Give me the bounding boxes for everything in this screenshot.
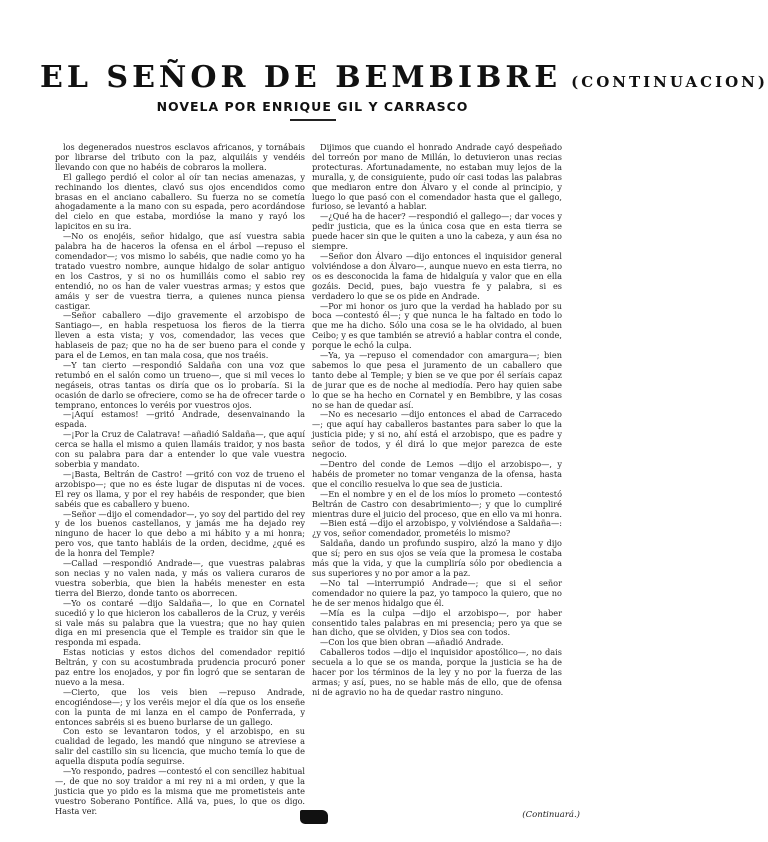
paragraph: —Por mi honor os juro que la verdad ha hablado por su boca —contestó él—; y que nunca le ha faltado en todo lo que me ha dicho. Sólo una cosa se le ha olvidado, al buen Ceibo; y es que también se atrevió a hablar contra el conde, porque le echó la culpa. — [312, 300, 562, 351]
paragraph: —Callad —respondió Andrade—, que vuestras palabras son necias y no valen nada, y más os valiera curaros de vuestra soberbia, que bien la habéis menester en esta tierra del Bierzo, donde tanto os aborrecen. — [55, 558, 305, 598]
paragraph: —En el nombre y en el de los míos lo prometo —contestó Beltrán de Castro con desabrimiento—; y que lo cumpliré mientras dure el juicio del proceso, que en ello va mi honra. — [312, 488, 562, 519]
header-divider — [290, 119, 336, 121]
article-header — [40, 60, 768, 121]
paragraph: —Señor caballero —dijo gravemente el arzobispo de Santiago—, en habla respetuosa los fieros de la tierra lleven a esta vista; y vos, comendador, las veces que hablaseis de paz; que no ha de ser bueno para el conde y para el de Lemos, en tan mala cosa, que nos traéis. — [55, 310, 305, 361]
ink-blot — [300, 810, 328, 824]
article-title: EL SEÑOR DE BEMBIBRE — [40, 60, 562, 95]
left-column — [55, 142, 305, 816]
paragraph: —No tal —interrumpió Andrade—; que si el señor comendador no quiere la paz, yo tampoco la quiero, que no he de ser menos hidalgo que él. — [312, 577, 562, 608]
paragraph: —Mía es la culpa —dijo el arzobispo—, por haber consentido tales palabras en mi presencia; pero ya que se han dicho, que se olviden, y Dios sea con todos. — [312, 607, 562, 638]
paragraph: —Con los que bien obran —añadió Andrade. — [320, 637, 504, 648]
paragraph: —Y tan cierto —respondió Saldaña con una voz que retumbó en el salón como un trueno—, que si mil veces lo negáseis, otras tantas os diría que os lo probaría. Si la ocasión de darlo se ofreciere, como se ha de ofrecer tarde o temprano, entonces lo veréis por vuestros ojos. — [55, 359, 305, 410]
paragraph: —Dentro del conde de Lemos —dijo el arzobispo—, y habéis de prometer no tomar venganza de la ofensa, hasta que el concilio resuelva lo que sea de justicia. — [312, 459, 562, 489]
right-column — [312, 143, 562, 803]
paragraph: —¡Por la Cruz de Calatrava! —añadió Saldaña—, que aquí cerca se halla el mismo a quien llamáis traidor, y nos basta con su palabra para dar a entender lo que vale vuestra soberbia y mandato. — [55, 429, 305, 469]
paragraph: —Cierto, que los veis bien —repuso Andrade, encogiéndose—; y los veréis mejor el día que os los enseñe con la punta de mi lanza en el campo de Ponferrada, y entonces sabréis si es bueno burlarse de un gallego. — [55, 686, 305, 727]
article-subtitle: NOVELA POR ENRIQUE GIL Y CARRASCO — [156, 99, 469, 114]
headline — [40, 60, 768, 95]
paragraph: —Yo os contaré —dijo Saldaña—, lo que en Cornatel sucedió y lo que hicieron los caballeros de la Cruz, y veréis si vale más su palabra que la vuestra; que no hay quien diga en mi presencia que el Temple es traidor sin que le responda mi espada. — [55, 597, 305, 648]
paragraph: —¡Basta, Beltrán de Castro! —gritó con voz de trueno el arzobispo—; que no es éste lugar de disputas ni de voces. El rey os llama, y por el rey habéis de responder, que bien sabéis que es caballero y bueno. — [55, 468, 305, 509]
paragraph: —Yo respondo, padres —contestó el con sencillez habitual—, de que no soy traidor a mi rey ni a mi orden, y que la justicia que yo pido es la misma que me prometisteis ante vuestro Soberano Pontífice. Allá va, pues, lo que os digo. Hasta ver. — [55, 766, 305, 816]
paragraph: los degenerados nuestros esclavos africanos, y tornábais por librarse del tributo con la paz, alquiláis y vendéis llevando con que no habéis de cobraros la mollera. — [55, 142, 305, 172]
paragraph: —Bien está —dijo el arzobispo, y volviéndose a Saldaña—: ¿y vos, señor comendador, prometéis lo mismo? — [312, 518, 562, 539]
continuation-tag: (CONTINUACION) — [571, 73, 768, 91]
paragraph: —Señor —dijo el comendador—, yo soy del partido del rey y de los buenos castellanos, y jamás me ha dejado rey ninguno de hacer lo que debo a mi hábito y a mi honra; pero vos, que tanto habláis de la orden, decidme, ¿qué es de la honra del Temple? — [55, 508, 305, 559]
paragraph: —No os enojéis, señor hidalgo, que así vuestra sabia palabra ha de haceros la ofensa en el árbol —repuso el comendador—; vos mismo lo sabéis, que nadie como yo ha tratado vuestro nombre, aunque hidalgo de solar antiguo en los Castros, y si no os humilláis como el sabio rey entendió, no os han de valer vuestras armas; y estos que amáis y ser de vuestra tierra, a quienes nunca piensa castigar. — [55, 231, 305, 311]
paragraph: El gallego perdió el color al oír tan necias amenazas, y rechinando los dientes, clavó sus ojos encendidos como brasas en el anciano caballero. Su fuerza no se cometía ahogadamente a la mano con su espada, pero acordándose del cielo en que estaba, mordióse la mano y rayó los lapicitos en su ira. — [55, 171, 305, 232]
paragraph: Estas noticias y estos dichos del comendador repitió Beltrán, y con su acostumbrada prudencia procuró poner paz entre los enojados, y por fin logró que se sentaran de nuevo a la mesa. — [55, 647, 305, 687]
paragraph: Saldaña, dando un profundo suspiro, alzó la mano y dijo que sí; pero en sus ojos se veía que la promesa le costaba más que la vida, y que la cumpliría sólo por obediencia a sus superiores y no por amor a la paz. — [312, 538, 562, 578]
paragraph: —No es necesario —dijo entonces el abad de Carracedo—; que aquí hay caballeros bastantes para saber lo que la justicia pide; y si no, ahí está el arzobispo, que es padre y señor de todos, y él dirá lo que mejor parezca de este negocio. — [312, 409, 562, 460]
paragraph: Con esto se levantaron todos, y el arzobispo, en su cualidad de legado, les mandó que ninguno se atreviese a salir del castillo sin su licencia, que mucho temía lo que de aquella disputa podía seguirse. — [55, 726, 305, 767]
paragraph: —Ya, ya —repuso el comendador con amargura—; bien sabemos lo que pesa el juramento de un caballero que tanto debe al Temple; y bien se ve que por él seríais capaz de jurar que es de noche al mediodía. Pero hay quien sabe lo que se ha hecho en Cornatel y en Bembibre, y las cosas no se han de quedar así. — [312, 350, 562, 410]
paragraph: —Señor don Álvaro —dijo entonces el inquisidor general volviéndose a don Álvaro—, aunque nuevo en esta tierra, no os es desconocida la fama de hidalguía y valor que en ella gozáis. Decid, pues, bajo vuestra fe y palabra, si es verdadero lo que se os pide en Andrade. — [312, 250, 562, 301]
paragraph: —¿Qué ha de hacer? —respondió el gallego—; dar voces y pedir justicia, que es la única cosa que en esta tierra se puede hacer sin que le quiten a uno la cabeza, y aun ésa no siempre. — [312, 211, 562, 252]
paragraph: Dijimos que cuando el honrado Andrade cayó despeñado del torreón por mano de Millán, lo detuvieron unas recias protecturas. Afortunadamente, no estaban muy lejos de la muralla, y, de consiguiente, pudo oír casi todas las palabras que mediaron entre don Álvaro y el conde al principio, y luego lo que pasó con el comendador hasta que el gallego, furioso, se levantó a hablar. — [312, 142, 562, 212]
paragraph: —¡Aquí estamos! —gritó Andrade, desenvainando la espada. — [55, 409, 305, 430]
paragraph: Caballeros todos —dijo el inquisidor apostólico—, no dais secuela a lo que se os manda, porque la justicia se ha de hacer por los términos de la ley y no por la fuerza de las armas; y así, pues, no se hable más de ello, que de ofensa ni de agravio no ha de quedar rastro ninguno. — [312, 647, 562, 697]
continued-note: (Continuará.) — [522, 810, 580, 820]
